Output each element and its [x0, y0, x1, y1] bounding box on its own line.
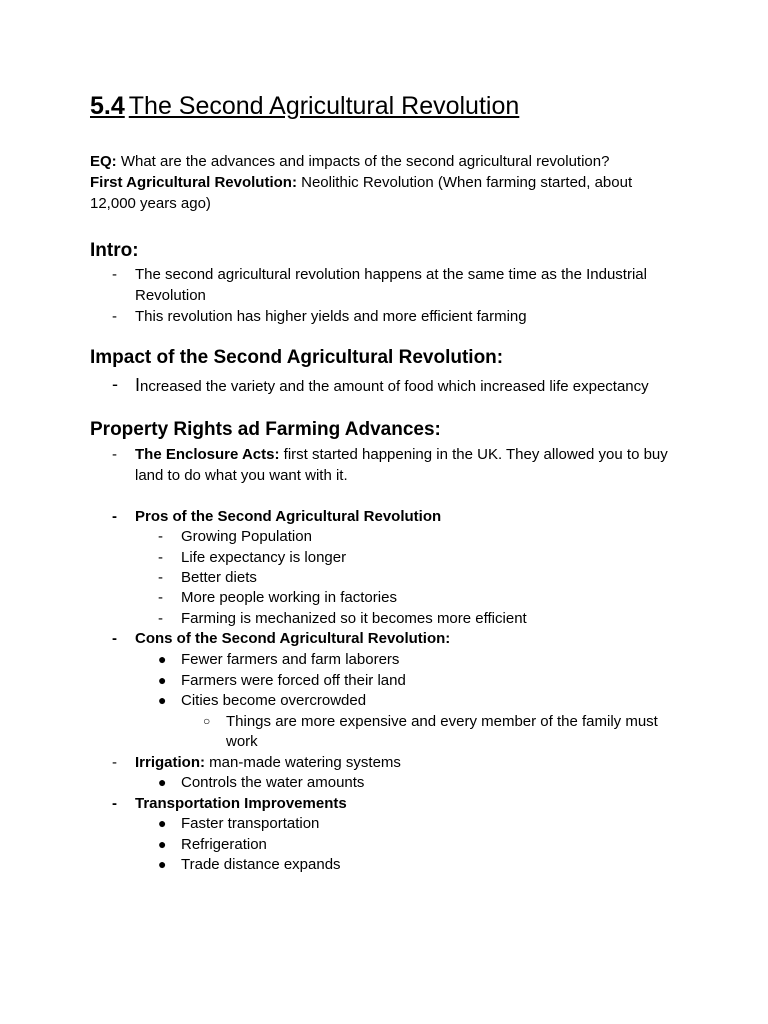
dash-marker: -: [158, 549, 163, 566]
first-rev-text-1: Neolithic Revolution (When farming started, about: [301, 174, 633, 191]
intro-item-1-line2: Revolution: [135, 287, 206, 304]
irrigation-text: man-made watering systems: [209, 754, 401, 771]
bullet-marker: ●: [158, 672, 167, 688]
eq-line: [90, 151, 609, 172]
dash-marker: -: [112, 508, 117, 525]
dash-marker: -: [112, 266, 117, 283]
cons-item: Cities become overcrowded: [181, 692, 367, 709]
irrigation-item: Controls the water amounts: [181, 774, 365, 791]
pros-item: More people working in factories: [181, 589, 397, 606]
bullet-marker: ●: [158, 774, 167, 790]
bullet-marker: ●: [158, 692, 167, 708]
eq-label: EQ:: [90, 153, 117, 170]
intro-item-2: This revolution has higher yields and more efficient farming: [135, 308, 527, 325]
cons-sub-item-line1: Things are more expensive and every member of the family must: [226, 713, 658, 730]
bullet-marker: ●: [158, 856, 167, 872]
dash-marker: -: [158, 610, 163, 627]
page-title: [90, 92, 519, 121]
enclosure-text-1: first started happening in the UK. They allowed you to buy: [283, 446, 668, 463]
impact-item-text: ncreased the variety and the amount of food which increased life expectancy: [140, 378, 649, 395]
dash-marker: -: [112, 754, 117, 771]
pros-item: Growing Population: [181, 528, 312, 545]
dash-marker: -: [112, 308, 117, 325]
transportation-item: Faster transportation: [181, 815, 320, 832]
impact-heading: Impact of the Second Agricultural Revolution:: [90, 347, 504, 368]
transportation-heading: Transportation Improvements: [135, 795, 347, 812]
irrigation-line: [135, 752, 401, 773]
dash-marker: -: [158, 528, 163, 545]
section-number: 5.4: [90, 92, 125, 120]
cons-heading: Cons of the Second Agricultural Revolution:: [135, 630, 451, 647]
property-heading: Property Rights ad Farming Advances:: [90, 419, 441, 440]
dash-marker: -: [158, 569, 163, 586]
enclosure-line1: [135, 444, 668, 465]
pros-item: Farming is mechanized so it becomes more efficient: [181, 610, 527, 627]
transportation-item: Refrigeration: [181, 836, 267, 853]
dash-marker: -: [158, 589, 163, 606]
bullet-marker: ●: [158, 815, 167, 831]
dash-marker: -: [112, 374, 118, 394]
first-rev-text-2: 12,000 years ago): [90, 195, 211, 212]
pros-item: Better diets: [181, 569, 257, 586]
bullet-marker: ●: [158, 651, 167, 667]
enclosure-text-2: land to do what you want with it.: [135, 467, 348, 484]
first-rev-line: [90, 172, 632, 193]
dash-marker: -: [112, 446, 117, 463]
impact-item: [135, 375, 649, 397]
dash-marker: -: [112, 630, 117, 647]
bullet-marker: ●: [158, 836, 167, 852]
first-rev-label: First Agricultural Revolution:: [90, 174, 297, 191]
intro-heading: Intro:: [90, 240, 139, 261]
enclosure-label: The Enclosure Acts:: [135, 446, 280, 463]
pros-heading: Pros of the Second Agricultural Revolution: [135, 508, 442, 525]
cons-item: Fewer farmers and farm laborers: [181, 651, 400, 668]
circle-marker: ○: [203, 714, 211, 728]
eq-text: What are the advances and impacts of the second agricultural revolution?: [120, 153, 610, 170]
transportation-item: Trade distance expands: [181, 856, 341, 873]
intro-item-1-line1: The second agricultural revolution happens at the same time as the Industrial: [135, 266, 647, 283]
dash-marker: -: [112, 795, 117, 812]
irrigation-label: Irrigation:: [135, 754, 205, 771]
cons-sub-item-line2: work: [226, 733, 258, 750]
title-text: The Second Agricultural Revolution: [128, 92, 520, 120]
impact-first-letter: I: [135, 375, 141, 395]
cons-item: Farmers were forced off their land: [181, 672, 406, 689]
pros-item: Life expectancy is longer: [181, 549, 347, 566]
